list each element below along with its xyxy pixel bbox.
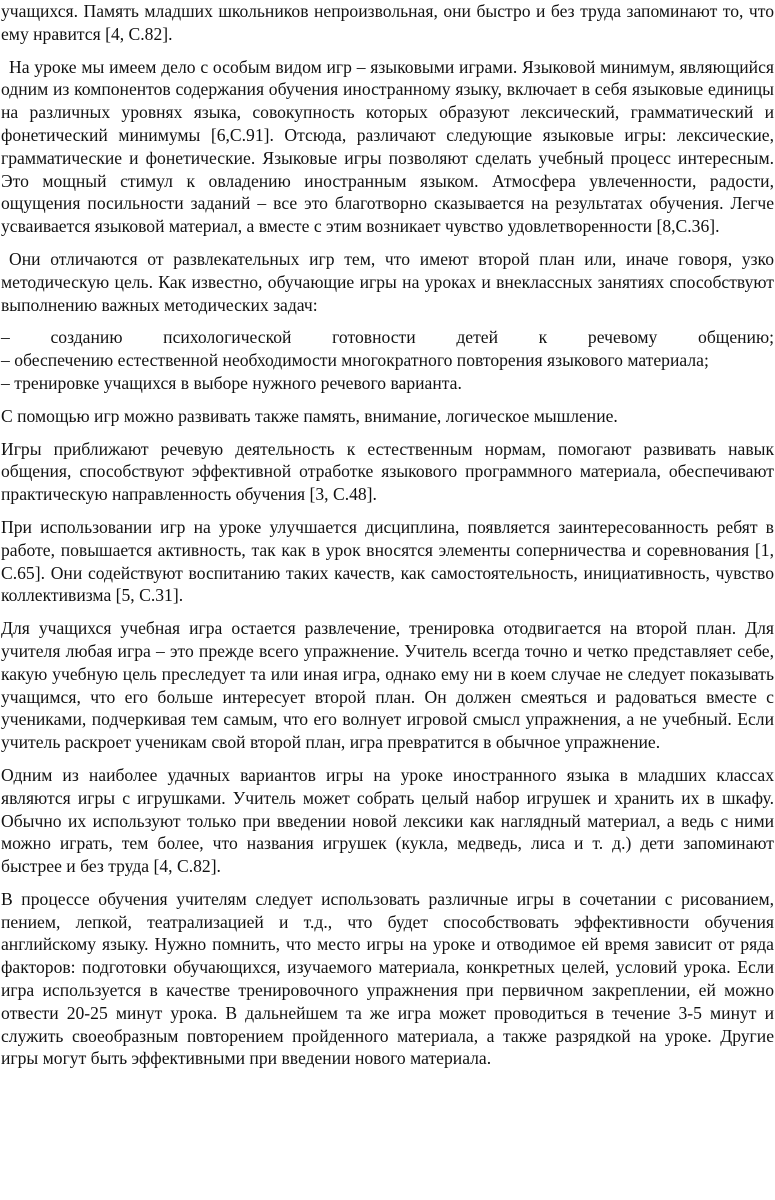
paragraph-toys: Одним из наиболее удачных вариантов игры на уроке иностранного языка в младших классах являются игры с игрушками. Учитель может собрать целый набор игрушек и хранить их в шкафу. Обычно их используют только при введении новой лексики как наглядный материал, а ведь с ними можно играть, тем более, что названия игрушек (кукла, медведь, лиса и т. д.) дети запоминают быстрее и без труда [4, С.82]. [1, 764, 774, 877]
paragraph-memory: С помощью игр можно развивать также память, внимание, логическое мышление. [1, 405, 618, 426]
paragraph-speech-activity: Игры приближают речевую деятельность к естественным нормам, помогают развивать навык общения, способствуют эффективной отработке языкового программного материала, обеспечивают практическую направленность обучения [3, С.48]. [1, 438, 774, 505]
list-item: – обеспечению естественной необходимости многократного повторения языкового материала; [1, 350, 709, 371]
paragraph-combination: В процессе обучения учителям следует использовать различные игры в сочетании с рисованием, пением, лепкой, театрализацией и т.д., что будет способствовать эффективности обучения английскому языку. Нужно помнить, что место игры на уроке и отводимое ей время зависит от ряда факторов: подготовки обучающихся, изучаемого материала, конкретных целей, условий урока. Если игра используется в качестве тренировочного упражнения при первичном закреплении, ей можно отвести 20-25 минут урока. В дальнейшем та же игра может проводиться в течение 3-5 минут и служить своеобразным повторением пройденного материала, а также разрядкой на уроке. Другие игры могут быть эффективными при введении нового материала. [1, 888, 774, 1069]
paragraph-teacher-role: Для учащихся учебная игра остается развлечение, тренировка отодвигается на второй план. Для учителя любая игра – это прежде всего упражнение. Учитель всегда точно и четко представляет себе, какую учебную цель преследует та или иная игра, однако ему ни в коем случае не следует показывать учащимся, что его больше интересует второй план. Он должен смеяться и радоваться вместе с учениками, подчеркивая тем самым, что его волнует игровой смысл упражнения, а не учебный. Если учитель раскроет ученикам свой второй план, игра превратится в обычное упражнение. [1, 618, 774, 753]
paragraph-discipline: При использовании игр на уроке улучшается дисциплина, появляется заинтересованность ребят в работе, повышается активность, так как в урок вносятся элементы соперничества и соревнования [1, С.65]. Они содействуют воспитанию таких качеств, как самостоятельность, инициативность, чувство коллективизма [5, С.31]. [1, 516, 774, 606]
list-item: – тренировке учащихся в выборе нужного речевого варианта. [1, 372, 462, 393]
paragraph-continuation: учащихся. Память младших школьников непроизвольная, они быстро и без труда запоминают то, что ему нравится [4, С.82]. [1, 1, 774, 44]
list-item: – созданию психологической готовности детей к речевому общению; [1, 327, 774, 348]
paragraph-second-plan: Они отличаются от развлекательных игр тем, что имеют второй план или, иначе говоря, узко методическую цель. Как известно, обучающие игры на уроках и внеклассных занятиях способствуют выполнению важных методических задач: [1, 248, 774, 315]
paragraph-language-games: На уроке мы имеем дело с особым видом игр – языковыми играми. Языковой минимум, являющийся одним из компонентов содержания обучения иностранному языку, включает в себя языковые единицы на различных уровнях языка, совокупность которых образуют лексический, грамматический и фонетический минимумы [6,С.91]. Отсюда, различают следующие языковые игры: лексические, грамматические и фонетические. Языковые игры позволяют сделать учебный процесс интересным. Это мощный стимул к овладению иностранным языком. Атмосфера увлеченности, радости, ощущения посильности заданий – все это благотворно сказывается на результатах обучения. Легче усваивается языковой материал, а вместе с этим возникает чувство удовлетворенности [8,С.36]. [1, 56, 774, 237]
tasks-list [1, 326, 774, 394]
